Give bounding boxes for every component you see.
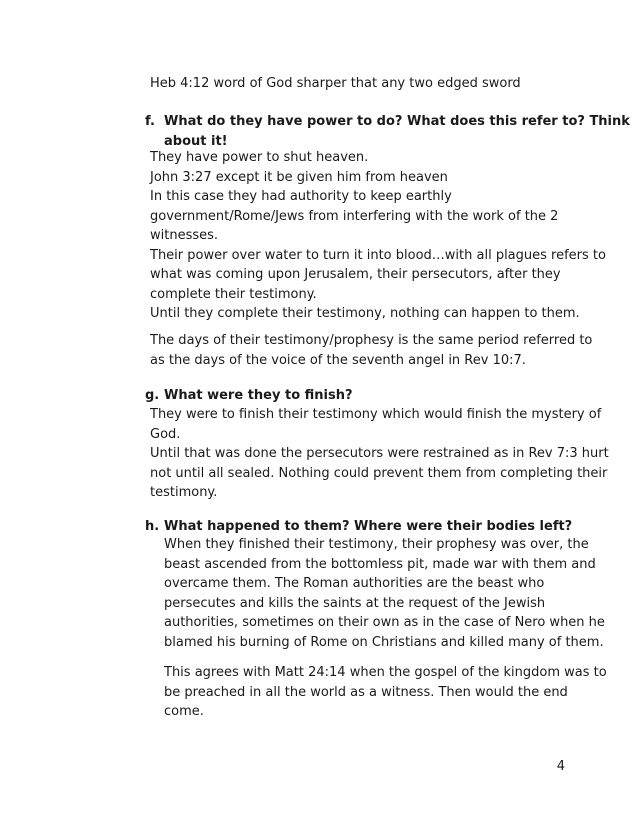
question-h-marker: h.: [145, 519, 160, 534]
answer-f-line: witnesses.: [150, 228, 219, 243]
answer-h-line: When they finished their testimony, their prophesy was over, the: [164, 537, 589, 552]
answer-f-line: The days of their testimony/prophesy is the same period referred to: [150, 333, 593, 348]
question-g-text: [164, 386, 353, 406]
answer-f-line: Until they complete their testimony, nothing can happen to them.: [150, 306, 580, 321]
answer-f-paragraph-1: [150, 148, 606, 324]
answer-f-line: what was coming upon Jerusalem, their persecutors, after they: [150, 267, 561, 282]
question-f-text: [164, 112, 630, 151]
answer-f-paragraph-2: [150, 331, 593, 370]
question-g-marker: g.: [145, 388, 160, 403]
answer-f-line: John 3:27 except it be given him from heaven: [150, 169, 448, 185]
answer-h-line: beast ascended from the bottomless pit, made war with them and: [164, 556, 596, 572]
answer-h-line: be preached in all the world as a witness. Then would the end: [164, 684, 568, 700]
answer-h-line: authorities, sometimes on their own as in the case of Nero when he: [164, 615, 605, 630]
intro-line: Heb 4:12 word of God sharper that any two edged sword: [150, 76, 521, 91]
answer-g-line: not until all sealed. Nothing could prevent them from completing their: [150, 465, 608, 481]
answer-g-line: testimony.: [150, 485, 218, 500]
question-h-line: What happened to them? Where were their bodies left?: [164, 519, 573, 534]
page-number: 4: [556, 759, 565, 774]
answer-g-line: They were to finish their testimony which would finish the mystery of: [150, 407, 602, 422]
answer-g-line: God.: [150, 426, 181, 442]
answer-f-line: as the days of the voice of the seventh angel in Rev 10:7.: [150, 352, 526, 368]
answer-f-line: complete their testimony.: [150, 286, 317, 302]
answer-f-line: In this case they had authority to keep earthly: [150, 189, 452, 204]
answer-h-line: overcame them. The Roman authorities are the beast who: [164, 576, 545, 591]
answer-h-paragraph-2: [164, 663, 607, 722]
answer-f-line: government/Rome/Jews from interfering with the work of the 2: [150, 208, 559, 224]
answer-h-line: persecutes and kills the saints at the request of the Jewish: [164, 595, 546, 611]
question-g-line: What were they to finish?: [164, 388, 353, 403]
answer-h-line: blamed his burning of Rome on Christians and killed many of them.: [164, 634, 604, 650]
answer-f-line: Their power over water to turn it into blood…with all plagues refers to: [150, 247, 606, 263]
answer-h-line: This agrees with Matt 24:14 when the gospel of the kingdom was to: [164, 665, 607, 680]
answer-f-line: They have power to shut heaven.: [150, 150, 369, 165]
answer-h-line: come.: [164, 704, 204, 719]
question-f-line: about it!: [164, 133, 228, 149]
intro-paragraph: [150, 74, 590, 94]
question-f-line: What do they have power to do? What does this refer to? Think: [164, 114, 630, 129]
answer-g-line: Until that was done the persecutors were restrained as in Rev 7:3 hurt: [150, 446, 609, 461]
question-h-text: [164, 517, 572, 537]
answer-h-paragraph-1: [164, 535, 604, 652]
question-f-marker: f.: [145, 114, 155, 129]
answer-g-paragraph: [150, 405, 609, 503]
